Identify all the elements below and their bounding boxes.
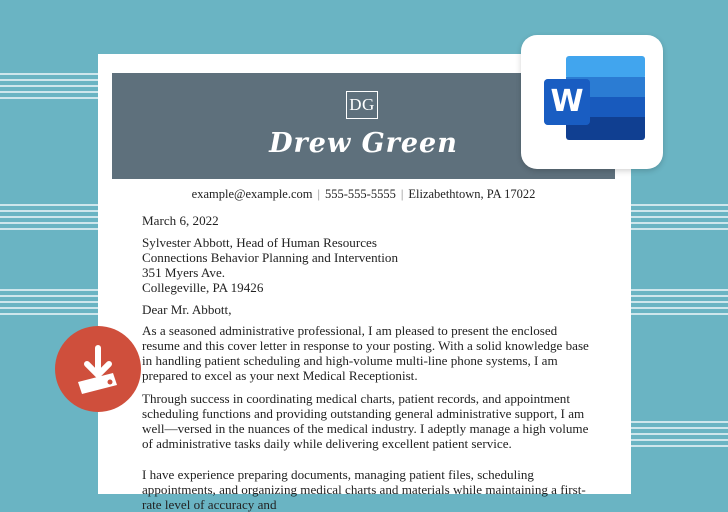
- download-icon: [55, 326, 141, 412]
- word-icon-letter: W: [550, 84, 584, 119]
- recipient-line: Connections Behavior Planning and Intervention: [142, 249, 399, 265]
- recipient-line: Collegeville, PA 19426: [142, 279, 264, 295]
- recipient-line: Sylvester Abbott, Head of Human Resources: [142, 234, 377, 250]
- contact-email: example@example.com: [191, 187, 313, 201]
- microsoft-word-icon: [521, 35, 663, 169]
- applicant-name: Drew Green: [269, 128, 458, 159]
- contact-line: [112, 187, 615, 202]
- salutation: Dear Mr. Abbott,: [142, 301, 232, 317]
- download-button[interactable]: [55, 326, 141, 412]
- contact-phone: 555-555-5555: [325, 187, 396, 201]
- contact-separator: |: [317, 187, 321, 201]
- contact-location: Elizabethtown, PA 17022: [408, 187, 536, 201]
- letter-body: [142, 214, 597, 512]
- word-app-badge[interactable]: [521, 35, 663, 169]
- contact-separator: |: [400, 187, 404, 201]
- monogram: DG: [346, 91, 378, 119]
- letter-paragraph: I have experience preparing documents, managing patient files, scheduling appointments, and organizing medical charts and materials while maintaining a first-rate level of accuracy and: [142, 466, 586, 512]
- letter-paragraph: Through success in coordinating medical charts, patient records, and appointment scheduling functions and providing outstanding general administrative support, I am well—versed in the nuances of the medical industry. I adeptly manage a high volume of administrative tasks daily while delivering excellent patient service.: [142, 391, 589, 451]
- letter-paragraph: As a seasoned administrative professional, I am pleased to present the enclosed resume and this cover letter in response to your posting. With a solid knowledge base in handling patient scheduling and high-volume multi-line phone systems, I am prepared to excel as your next Medical Receptionist.: [142, 323, 589, 384]
- letter-date: March 6, 2022: [142, 213, 219, 228]
- recipient-line: 351 Myers Ave.: [142, 264, 226, 280]
